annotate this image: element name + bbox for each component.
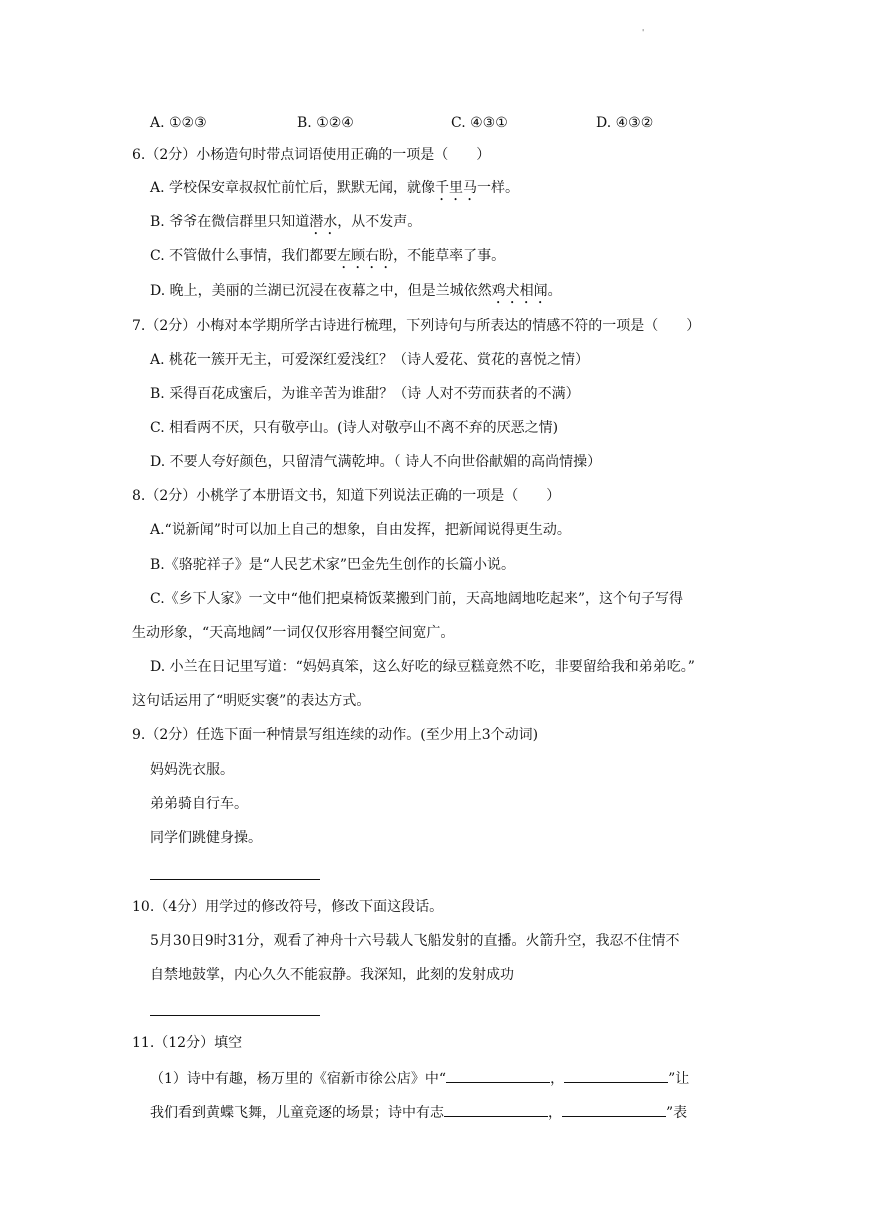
q8-option-b: B.《骆驼祥子》是“人民艺术家”巴金先生创作的长篇小说。 xyxy=(150,557,516,573)
q7-option-d: D. 不要人夸好颜色，只留清气满乾坤。（ 诗人不向世俗献媚的高尚情操） xyxy=(150,454,602,470)
q8-option-c-line2: 生动形象，“天高地阔”一词仅仅形容用餐空间宽广。 xyxy=(132,625,455,641)
q5-option-a: A. ①②③ xyxy=(150,115,207,131)
q10-paragraph-line1: 5月30日9时31分，观看了神舟十六号载人飞船发射的直播。火箭升空，我忍不住情不 xyxy=(150,933,680,949)
q10-stem: 10.（4分）用学过的修改符号，修改下面这段话。 xyxy=(132,899,444,915)
q11-blank-2[interactable] xyxy=(564,1068,668,1083)
q9-item: 同学们跳健身操。 xyxy=(150,830,262,846)
q7-option-a: A. 桃花一簇开无主，可爱深红爱浅红？（诗人爱花、赏花的喜悦之情） xyxy=(150,352,590,368)
q8-option-a: A.“说新闻”时可以加上自己的想象，自由发挥，把新闻说得更生动。 xyxy=(150,522,571,538)
q9-answer-blank[interactable] xyxy=(150,879,320,880)
page-mark: ' xyxy=(642,28,645,37)
q11-blank-1[interactable] xyxy=(446,1068,550,1083)
q5-option-b: B. ①②④ xyxy=(297,115,354,131)
q11-stem: 11.（12分）填空 xyxy=(132,1035,243,1051)
q8-option-c-line1: C.《乡下人家》一文中“他们把桌椅饭菜搬到门前，天高地阔地吃起来”，这个句子写得 xyxy=(150,591,683,607)
q8-option-d-line2: 这句话运用了“明贬实褒”的表达方式。 xyxy=(132,693,371,709)
q6-b-dotted-word: 潜水 xyxy=(309,214,338,230)
q7-option-c: C. 相看两不厌，只有敬亭山。(诗人对敬亭山不离不弃的厌恶之情) xyxy=(150,420,559,436)
q11-line2: 我们看到黄蝶飞舞，儿童竞逐的场景；诗中有志 ， ”表 xyxy=(150,1102,687,1123)
q5-option-c: C. ④③① xyxy=(451,115,508,131)
q9-item: 妈妈洗衣服。 xyxy=(150,762,234,778)
q6-option-b: B. 爷爷在微信群里只知道潜水，从不发声。 xyxy=(150,214,422,230)
q11-line1: （1）诗中有趣，杨万里的《宿新市徐公店》中“ ， ”让 xyxy=(150,1068,689,1089)
q6-option-c: C. 不管做什么事情，我们都要左顾右盼，不能草率了事。 xyxy=(150,248,506,264)
q6-stem: 6.（2分）小杨造句时带点词语使用正确的一项是（ ） xyxy=(132,147,491,163)
q5-option-d: D. ④③② xyxy=(596,115,654,131)
q6-d-dotted-word: 鸡犬相闻 xyxy=(491,283,548,299)
q6-option-d: D. 晚上，美丽的兰湖已沉浸在夜幕之中，但是兰城依然鸡犬相闻。 xyxy=(150,283,562,299)
q6-a-dotted-word: 千里马 xyxy=(435,180,478,196)
q6-c-dotted-word: 左顾右盼 xyxy=(337,248,394,264)
q7-stem: 7.（2分）小梅对本学期所学古诗进行梳理，下列诗句与所表达的情感不符的一项是（ ） xyxy=(132,318,701,334)
q9-stem: 9.（2分）任选下面一种情景写组连续的动作。(至少用上3个动词) xyxy=(132,727,539,743)
q8-option-d-line1: D. 小兰在日记里写道：“妈妈真笨，这么好吃的绿豆糕竟然不吃，非要留给我和弟弟吃。” xyxy=(150,659,695,675)
q10-paragraph-line2: 自禁地鼓掌，内心久久不能寂静。我深知，此刻的发射成功 xyxy=(150,967,514,983)
q8-stem: 8.（2分）小桃学了本册语文书，知道下列说法正确的一项是（ ） xyxy=(132,488,561,504)
q7-option-b: B. 采得百花成蜜后，为谁辛苦为谁甜？（诗 人对不劳而获者的不满） xyxy=(150,386,580,402)
q10-answer-blank[interactable] xyxy=(150,1015,320,1016)
q9-item: 弟弟骑自行车。 xyxy=(150,796,248,812)
q6-option-a: A. 学校保安章叔叔忙前忙后，默默无闻，就像千里马一样。 xyxy=(150,180,520,196)
q11-blank-4[interactable] xyxy=(562,1102,666,1117)
q11-blank-3[interactable] xyxy=(444,1102,548,1117)
